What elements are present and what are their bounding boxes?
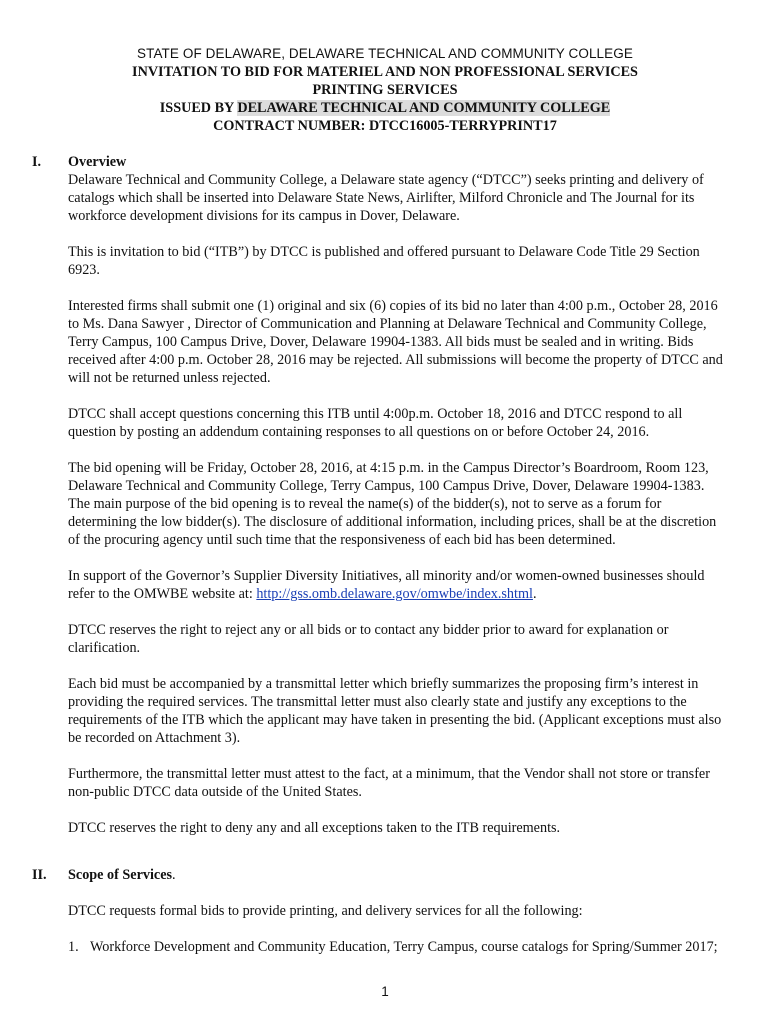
overview-paragraph-6 — [68, 567, 728, 603]
section-1-body — [68, 171, 728, 855]
scope-paragraph-1: DTCC requests formal bids to provide printing, and delivery services for all the following: — [68, 903, 583, 919]
document-header — [0, 45, 770, 135]
overview-paragraph-8: Each bid must be accompanied by a transmittal letter which briefly summarizes the proposing firm’s interest in providing the required services. The transmittal letter must also clearly state and justify any exceptions to the requirements of the ITB which the applicant may have taken in presenting the bid. (Applicant exceptions must also be recorded on Attachment 3). — [68, 676, 722, 746]
overview-paragraph-7: DTCC reserves the right to reject any or all bids or to contact any bidder prior to award for explanation or clarification. — [68, 622, 669, 656]
omwbe-link[interactable]: http://gss.omb.delaware.gov/omwbe/index.shtml — [256, 586, 533, 602]
omwbe-text: In support of the Governor’s Supplier Diversity Initiatives, all minority and/or women-owned businesses should refer to the OMWBE website at: — [68, 568, 705, 602]
section-2-body — [68, 902, 728, 938]
header-service-title: PRINTING SERVICES — [312, 82, 458, 98]
header-state-line: STATE OF DELAWARE, DELAWARE TECHNICAL AND COMMUNITY COLLEGE — [137, 46, 633, 61]
section-2-number: II. — [32, 867, 47, 883]
omwbe-suffix: . — [532, 586, 537, 602]
page-number: 1 — [381, 984, 389, 999]
header-invitation-title: INVITATION TO BID FOR MATERIEL AND NON PROFESSIONAL SERVICES — [132, 64, 638, 80]
section-1-number: I. — [32, 154, 42, 170]
list-item-text: Workforce Development and Community Education, Terry Campus, course catalogs for Spring/Summer 2017; — [90, 939, 718, 955]
section-2-title — [68, 866, 176, 884]
header-contract-number: CONTRACT NUMBER: DTCC16005-TERRYPRINT17 — [213, 118, 557, 134]
overview-paragraph-5: The bid opening will be Friday, October 28, 2016, at 4:15 p.m. in the Campus Director’s Boardroom, Room 123, Delaware Technical and Community College, Terry Campus, 100 Campus Drive, Dover, Delaware 19904-1383. The main purpose of the bid opening is to reveal the name(s) of the bidder(s), not to serve as a forum for determining the low bidder(s). The disclosure of additional information, including prices, shall be at the discretion of the procuring agency until such time that the responsiveness of each bid has been determined. — [68, 460, 717, 548]
overview-paragraph-1: Delaware Technical and Community College, a Delaware state agency (“DTCC”) seeks printing and delivery of catalogs which shall be inserted into Delaware State News, Airlifter, Milford Chronicle and The Journal for its workforce development divisions for its campus in Dover, Delaware. — [68, 172, 704, 224]
list-item-number: 1. — [68, 939, 79, 955]
overview-paragraph-10: DTCC reserves the right to deny any and all exceptions taken to the ITB requirements. — [68, 820, 561, 836]
section-1-title: Overview — [68, 154, 127, 170]
header-issued-by — [0, 99, 770, 117]
scope-list-item-1 — [68, 938, 730, 956]
issued-by-prefix: ISSUED BY — [159, 100, 238, 116]
scope-title-text: Scope of Services — [68, 867, 173, 883]
overview-paragraph-2: This is invitation to bid (“ITB”) by DTCC is published and offered pursuant to Delaware Code Title 29 Section 6923. — [68, 244, 700, 278]
overview-paragraph-4: DTCC shall accept questions concerning this ITB until 4:00p.m. October 18, 2016 and DTCC respond to all question by posting an addendum containing responses to all questions on or before October 24, 2016. — [68, 406, 683, 440]
overview-paragraph-3: Interested firms shall submit one (1) original and six (6) copies of its bid no later than 4:00 p.m., October 28, 2016 to Ms. Dana Sawyer , Director of Communication and Planning at Delaware Technical and Community College, Terry Campus, 100 Campus Drive, Dover, Delaware 19904-1383. All bids must be sealed and in writing. Bids received after 4:00 p.m. October 28, 2016 may be rejected. All submissions will become the property of DTCC and will not be returned unless rejected. — [68, 298, 723, 386]
scope-title-suffix: . — [172, 867, 176, 883]
issued-by-highlight: DELAWARE TECHNICAL AND COMMUNITY COLLEGE — [237, 100, 611, 116]
overview-paragraph-9: Furthermore, the transmittal letter must attest to the fact, at a minimum, that the Vendor shall not store or transfer non-public DTCC data outside of the United States. — [68, 766, 710, 800]
